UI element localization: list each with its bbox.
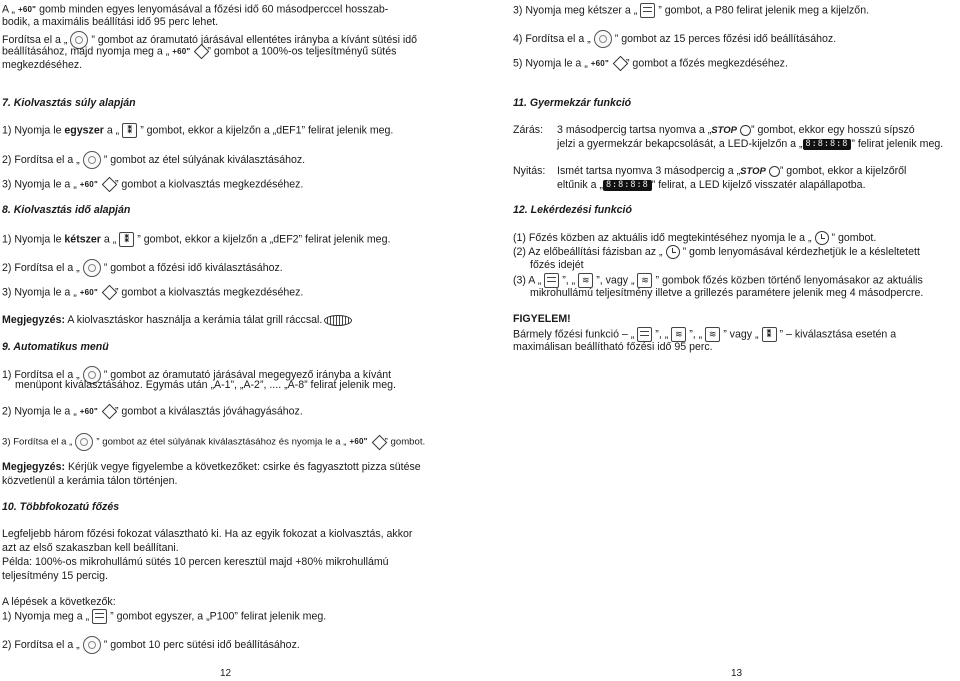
childlock-close: Zárás: 3 másodpercig tartsa nyomva a „STOP ” gombot, ekkor egy hosszú sípszó — [513, 124, 915, 136]
s8-step-3: 3) Nyomja le a „ +60" ” gombot a kiolvasztás megkezdéséhez. — [2, 286, 304, 299]
lock-display-icon: 8:8:8:8 — [803, 139, 852, 150]
s9-step-2: 2) Nyomja le a „ +60" ” gombot a kiválasztás jóváhagyásához. — [2, 405, 303, 418]
section-8-title: 8. Kiolvasztás idő alapján — [2, 204, 131, 216]
defrost-icon: ⁑ — [122, 123, 137, 138]
s9-step-3: 3) Fordítsa el a „ ” gombot az étel súlyának kiválasztásához és nyomja le a „ +60" ” gombot. — [2, 433, 450, 451]
s9-step-1: 1) Fordítsa el a „ ” gombot az óramutató járásával megegyező irányba a kívánt — [2, 366, 450, 384]
plus60-icon: +60" — [172, 47, 191, 56]
warning-line-1: Bármely főzési funkció – „ ”, „ ≋ ”, „ ≋ ” vagy „ ⁑ ” – kiválasztása esetén a — [513, 328, 897, 341]
plus60-icon: +60" — [590, 59, 609, 68]
s7-step-2: 2) Fordítsa el a „ ” gombot az étel súlyának kiválasztásához. — [2, 151, 450, 169]
defrost-icon: ⁑ — [119, 232, 134, 247]
childlock-open: Nyitás: Ismét tartsa nyomva 3 másodpercig a „STOP ” gombot, ekkor a kijelzőről — [513, 165, 907, 177]
microwave-power-icon — [544, 273, 559, 288]
grill-icon: ≋ — [578, 273, 593, 288]
r-step-5: 5) Nyomja le a „ +60" ” gombot a főzés megkezdéséhez. — [513, 57, 788, 70]
section-9-title: 9. Automatikus menü — [2, 341, 109, 353]
query-3: (3) A „ ”, „ ≋ ”, vagy „ ≋ ” gombok főzés közben történő lenyomásakor az aktuális — [513, 274, 923, 287]
section-7-title: 7. Kiolvasztás súly alapján — [2, 97, 136, 109]
plus60-icon: +60" — [349, 437, 368, 447]
section-11-title: 11. Gyermekzár funkció — [513, 97, 632, 109]
stop-icon: STOP — [711, 125, 737, 136]
microwave-power-icon — [92, 609, 107, 624]
top-paragraph: A „ +60" gomb minden egyes lenyomásával a főzési idő 60 másodperccel hosszab- — [2, 3, 389, 16]
dial-knob-icon — [594, 30, 612, 48]
plus60-icon: +60" — [17, 5, 37, 14]
section-10-title: 10. Többfokozatú főzés — [2, 501, 120, 513]
grill-icon: ≋ — [671, 327, 686, 342]
dial-knob-icon — [75, 433, 93, 451]
stop-button-icon — [740, 125, 751, 136]
combi-grill-icon: ≋ — [637, 273, 652, 288]
s7-step-3: 3) Nyomja le a „ +60" ” gombot a kiolvasztás megkezdéséhez. — [2, 178, 304, 191]
plus60-icon: +60" — [79, 288, 98, 297]
combi-grill-icon: ≋ — [705, 327, 720, 342]
microwave-power-icon — [637, 327, 652, 342]
plus60-icon: +60" — [79, 407, 98, 416]
microwave-power-icon — [640, 3, 655, 18]
s8-note: Megjegyzés: A kiolvasztáskor használja a kerámia tálat grill ráccsal. — [2, 314, 450, 328]
section-12-title: 12. Lekérdezési funkció — [513, 204, 632, 216]
s7-step-1: 1) Nyomja le egyszer a „ ⁑ ” gombot, ekkor a kijelzőn a „dEF1” felirat jelenik meg. — [2, 124, 394, 137]
r-step-4: 4) Fordítsa el a „ ” gombot az 15 perces főzési idő beállításához. — [513, 30, 959, 48]
query-2: (2) Az előbeállítási fázisban az „ ” gomb lenyomásával kérdezhetjük le a késleltetett — [513, 245, 920, 258]
stop-icon: STOP — [740, 166, 766, 177]
r-step-3: 3) Nyomja meg kétszer a „ ” gombot, a P80 felirat jelenik meg a kijelzőn. — [513, 4, 870, 17]
s9-note: Megjegyzés: Kérjük vegye figyelembe a következőket: csirke és fagyasztott pizza sütése — [2, 461, 421, 473]
grill-rack-icon — [324, 315, 352, 326]
s8-step-2: 2) Fordítsa el a „ ” gombot a főzési idő kiválasztásához. — [2, 259, 450, 277]
warning-title: FIGYELEM! — [513, 313, 571, 325]
clock-icon — [666, 245, 680, 259]
stop-button-icon — [769, 166, 780, 177]
query-1: (1) Főzés közben az aktuális idő megtekintéséhez nyomja le a „ ” gombot. — [513, 231, 877, 244]
clock-icon — [815, 231, 829, 245]
s10-step-2: 2) Fordítsa el a „ ” gombot 10 perc sütési idő beállításához. — [2, 636, 450, 654]
dial-knob-icon — [83, 259, 101, 277]
dial-knob-icon — [83, 636, 101, 654]
page-number: 12 — [220, 668, 232, 679]
s8-step-1: 1) Nyomja le kétszer a „ ⁑ ” gombot, ekkor a kijelzőn a „dEF2” felirat jelenik meg. — [2, 233, 391, 246]
dial-knob-icon — [83, 151, 101, 169]
defrost-icon: ⁑ — [762, 327, 777, 342]
plus60-icon: +60" — [79, 180, 98, 189]
s10-step-1: 1) Nyomja meg a „ ” gombot egyszer, a „P100” felirat jelenik meg. — [2, 610, 327, 623]
lock-display-icon: 8:8:8:8 — [603, 180, 652, 191]
page-number: 13 — [731, 668, 743, 679]
